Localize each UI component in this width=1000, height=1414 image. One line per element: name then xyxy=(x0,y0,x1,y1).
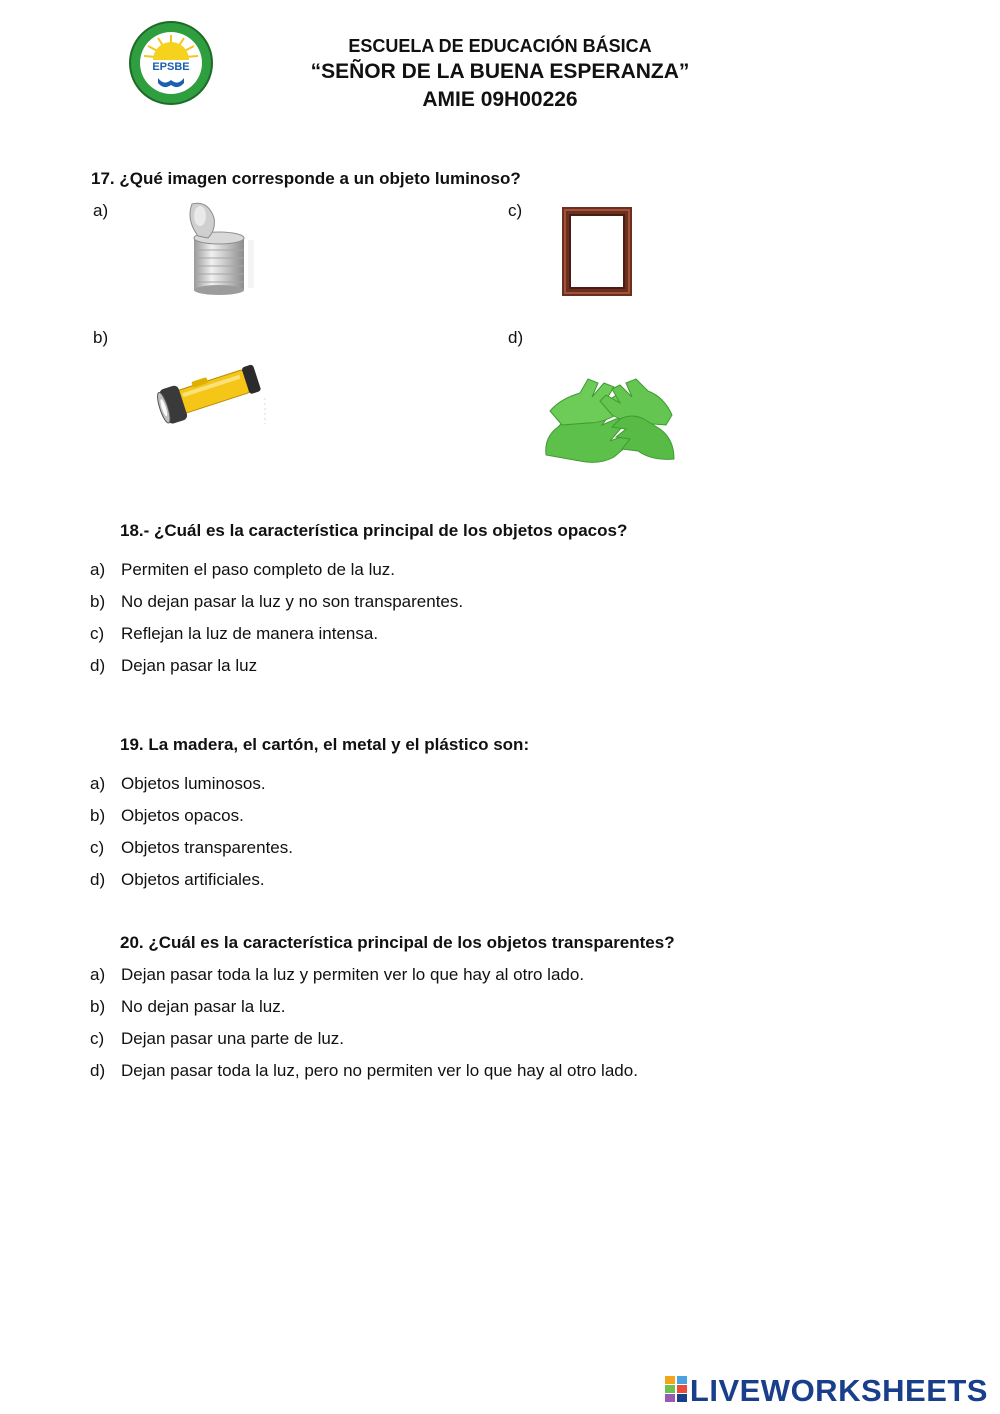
option-text: Objetos opacos. xyxy=(121,806,244,825)
question-19-option-a[interactable] xyxy=(90,774,266,794)
option-letter: b) xyxy=(90,997,106,1016)
question-20-option-a[interactable] xyxy=(90,965,584,985)
question-18-option-a[interactable] xyxy=(90,560,395,580)
liveworksheets-logo-icon xyxy=(665,1376,687,1407)
question-19-title: 19. La madera, el cartón, el metal y el plástico son: xyxy=(120,735,530,754)
flashlight-icon[interactable] xyxy=(155,358,270,424)
question-20-option-c[interactable] xyxy=(90,1029,344,1049)
option-letter: c) xyxy=(90,1029,105,1048)
school-type: ESCUELA DE EDUCACIÓN BÁSICA xyxy=(348,36,652,56)
question-17-option-c-letter: c) xyxy=(508,201,523,220)
option-letter: b) xyxy=(90,806,106,825)
option-letter: c) xyxy=(90,624,105,643)
question-20-option-b[interactable] xyxy=(90,997,285,1017)
question-20-title: 20. ¿Cuál es la característica principal de los objetos transparentes? xyxy=(120,933,675,952)
option-text: Dejan pasar una parte de luz. xyxy=(121,1029,345,1048)
school-amie-code: AMIE 09H00226 xyxy=(422,88,578,111)
option-letter: d) xyxy=(90,870,106,889)
option-letter: c) xyxy=(90,838,105,857)
green-gloves-icon[interactable] xyxy=(540,375,678,467)
question-17-option-d-letter: d) xyxy=(508,328,524,347)
question-17-option-b-letter: b) xyxy=(93,328,109,347)
option-letter: d) xyxy=(90,1061,106,1080)
option-text: Permiten el paso completo de la luz. xyxy=(121,560,396,579)
liveworksheets-brand[interactable] xyxy=(665,1374,988,1408)
question-19-option-c[interactable] xyxy=(90,838,293,858)
option-text: No dejan pasar la luz. xyxy=(121,997,286,1016)
option-text: Objetos artificiales. xyxy=(121,870,265,889)
option-text: No dejan pasar la luz y no son transparentes. xyxy=(121,592,464,611)
option-text: Reflejan la luz de manera intensa. xyxy=(121,624,379,643)
picture-frame-icon[interactable] xyxy=(560,205,634,298)
question-17-option-a-letter: a) xyxy=(93,201,109,220)
option-text: Objetos luminosos. xyxy=(121,774,266,793)
liveworksheets-wordmark: LIVEWORKSHEETS xyxy=(689,1373,988,1408)
option-letter: a) xyxy=(90,774,106,793)
option-text: Dejan pasar toda la luz, pero no permiten ver lo que hay al otro lado. xyxy=(121,1061,638,1080)
question-18-option-b[interactable] xyxy=(90,592,463,612)
school-name: “SEÑOR DE LA BUENA ESPERANZA” xyxy=(310,60,690,83)
option-text: Objetos transparentes. xyxy=(121,838,293,857)
svg-text:EPSBE: EPSBE xyxy=(152,61,190,73)
question-18-option-c[interactable] xyxy=(90,624,378,644)
question-17-title: 17. ¿Qué imagen corresponde a un objeto luminoso? xyxy=(91,169,521,188)
question-18-option-d[interactable] xyxy=(90,656,257,676)
option-text: Dejan pasar toda la luz y permiten ver lo que hay al otro lado. xyxy=(121,965,585,984)
question-20-option-d[interactable] xyxy=(90,1061,638,1081)
option-letter: b) xyxy=(90,592,106,611)
question-18-title: 18.- ¿Cuál es la característica principal de los objetos opacos? xyxy=(120,521,628,540)
question-19-option-d[interactable] xyxy=(90,870,265,890)
option-letter: d) xyxy=(90,656,106,675)
option-letter: a) xyxy=(90,965,106,984)
tin-can-icon[interactable] xyxy=(178,200,268,296)
option-text: Dejan pasar la luz xyxy=(121,656,258,675)
option-letter: a) xyxy=(90,560,106,579)
question-19-option-b[interactable] xyxy=(90,806,244,826)
